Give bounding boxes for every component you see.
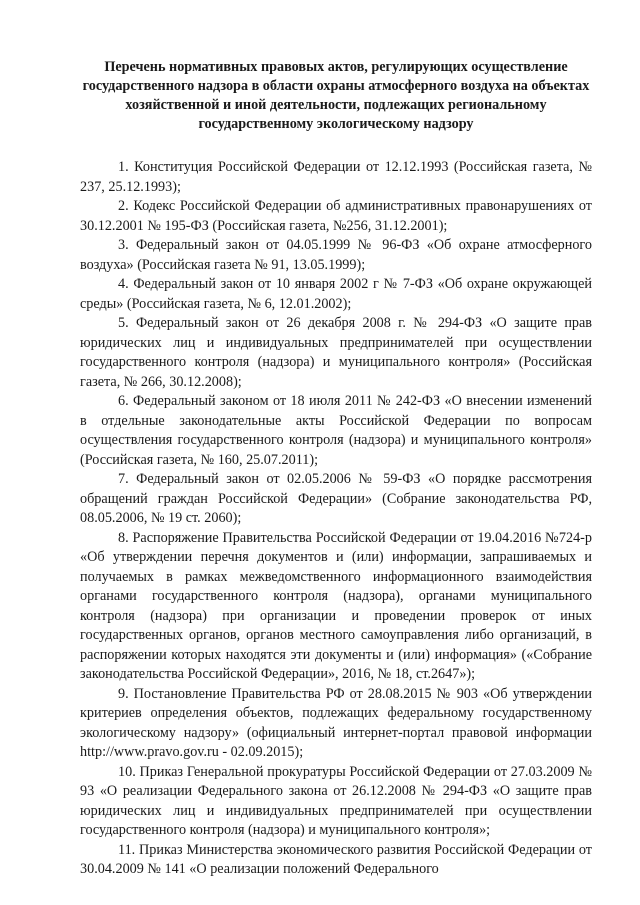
list-item: 6. Федеральный законом от 18 июля 2011 № 242-ФЗ «О внесении изменений в отдельные законодательные акты Российской Федерации по вопросам осуществления государственного контроля (надзора) и муниципального контроля» (Российская газета, № 160, 25.07.2011); — [80, 393, 592, 468]
list-item: 4. Федеральный закон от 10 января 2002 г № 7-ФЗ «Об охране окружающей среды» (Российская газета, № 6, 12.01.2002); — [80, 276, 592, 312]
list-item: 5. Федеральный закон от 26 декабря 2008 г. № 294-ФЗ «О защите прав юридических лиц и индивидуальных предпринимателей при осуществлении государственного контроля (надзора) и муниципального контроля» (Российская газета, № 266, 30.12.2008); — [80, 315, 592, 390]
list-item: 7. Федеральный закон от 02.05.2006 № 59-ФЗ «О порядке рассмотрения обращений граждан Российской Федерации» (Собрание законодательства РФ, 08.05.2006, № 19 ст. 2060); — [80, 471, 592, 526]
list-item: 1. Конституция Российской Федерации от 12.12.1993 (Российская газета, № 237, 25.12.1993); — [80, 159, 592, 195]
list-item: 3. Федеральный закон от 04.05.1999 № 96-ФЗ «Об охране атмосферного воздуха» (Российская газета № 91, 13.05.1999); — [80, 237, 592, 273]
list-item: 8. Распоряжение Правительства Российской Федерации от 19.04.2016 №724-р «Об утверждении перечня документов и (или) информации, запрашиваемых и получаемых в рамках межведомственного информационного взаимодействия органами государственного контроля (надзора), органами муниципального контроля (надзора) при организации и проведении проверок от иных государственных органов, органов местного самоуправления либо организаций, в распоряжении которых находятся эти документы и (или) информация» («Собрание законодательства Российской Федерации», 2016, № 18, ст.2647»); — [80, 529, 592, 682]
list-item: 10. Приказ Генеральной прокуратуры Российской Федерации от 27.03.2009 № 93 «О реализации Федерального закона от 26.12.2008 № 294-ФЗ «О защите прав юридических лиц и индивидуальных предпринимателей при осуществлении государственного контроля (надзора) и муниципального контроля»; — [80, 763, 592, 838]
list-item: 2. Кодекс Российской Федерации об административных правонарушениях от 30.12.2001 № 195-ФЗ (Российская газета, №256, 31.12.2001); — [80, 198, 592, 234]
list-item: 9. Постановление Правительства РФ от 28.08.2015 № 903 «Об утверждении критериев определения объектов, подлежащих федеральному государственному экологическому надзору» (официальный интернет-портал правовой информации http://www.pravo.gov.ru - 02.09.2015); — [80, 685, 592, 760]
list-item: 11. Приказ Министерства экономического развития Российской Федерации от 30.04.2009 № 141 «О реализации положений Федерального — [80, 841, 592, 877]
document-title: Перечень нормативных правовых актов, регулирующих осуществление государственного надзора в области охраны атмосферного воздуха на объектах хозяйственной и иной деятельности, подлежащих региональному государственному экологическому надзору — [82, 59, 590, 132]
legal-acts-list — [80, 158, 592, 880]
